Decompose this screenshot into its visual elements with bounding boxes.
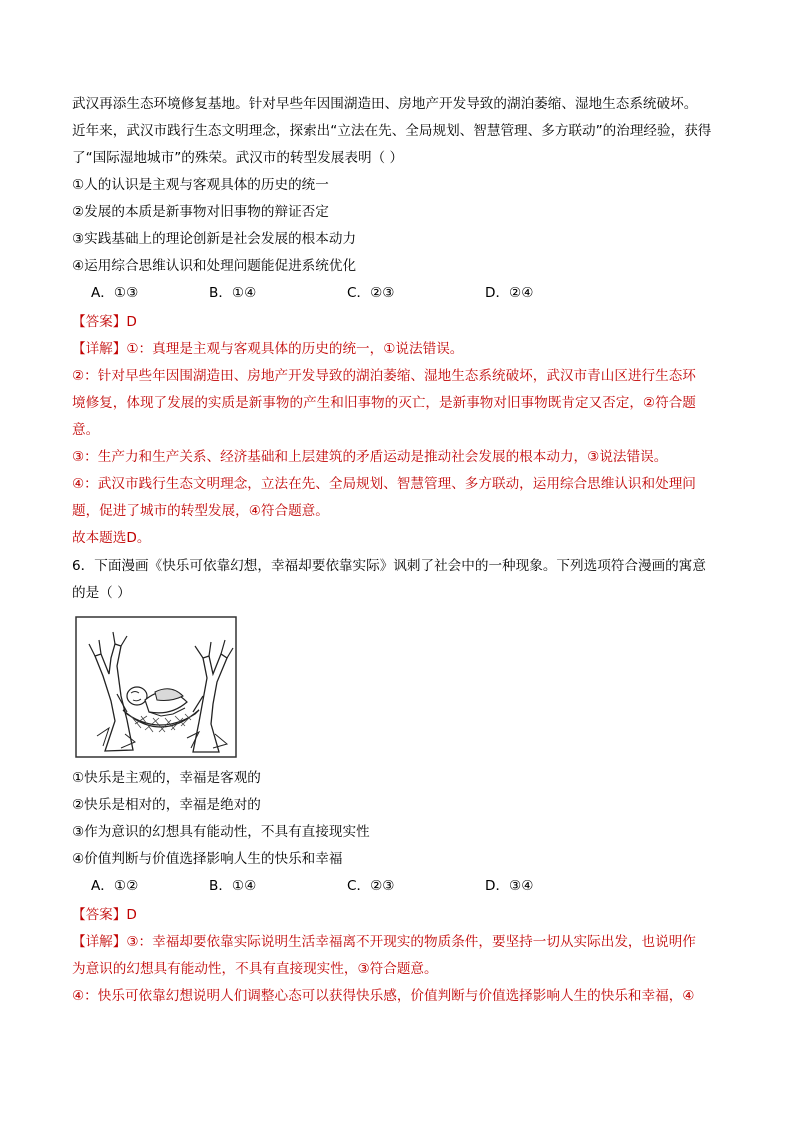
q5-explain-line-5: ③：生产力和生产关系、经济基础和上层建筑的矛盾运动是推动社会发展的根本动力，③说法错误。 xyxy=(72,449,668,465)
q5-item-3: ③实践基础上的理论创新是社会发展的根本动力 xyxy=(72,231,357,247)
q6-option-a: A．①② xyxy=(91,878,139,894)
q6-stem-line-1: 6．下面漫画《快乐可依靠幻想，幸福却要依靠实际》讽刺了社会中的一种现象。下列选项符合漫画的寓意 xyxy=(72,558,706,574)
q5-option-a: A．①③ xyxy=(91,285,139,301)
q6-item-1: ①快乐是主观的，幸福是客观的 xyxy=(72,770,261,786)
q5-stem-line-2: 近年来，武汉市践行生态文明理念，探索出“立法在先、全局规划、智慧管理、多方联动”的治理经验，获得 xyxy=(72,123,712,139)
q5-explain-line-3: 境修复，体现了发展的实质是新事物的产生和旧事物的灭亡，是新事物对旧事物既肯定又否定，②符合题 xyxy=(72,395,696,411)
q5-item-4: ④运用综合思维认识和处理问题能促进系统优化 xyxy=(72,258,357,274)
q5-stem-line-1: 武汉再添生态环境修复基地。针对早些年因围湖造田、房地产开发导致的湖泊萎缩、湿地生态系统破坏。 xyxy=(72,96,698,112)
q5-explain-line-4: 意。 xyxy=(72,422,100,438)
q5-answer: 【答案】D xyxy=(72,314,137,330)
q5-option-d: D．②④ xyxy=(485,285,534,301)
q6-answer: 【答案】D xyxy=(72,907,137,923)
q6-stem-line-2: 的是（ ） xyxy=(72,585,131,601)
q6-option-d: D．③④ xyxy=(485,878,534,894)
q5-item-2: ②发展的本质是新事物对旧事物的辩证否定 xyxy=(72,204,329,220)
q6-option-c: C．②③ xyxy=(347,878,395,894)
q5-explain-line-6: ④：武汉市践行生态文明理念，立法在先、全局规划、智慧管理、多方联动，运用综合思维认识和处理问 xyxy=(72,476,696,492)
q5-option-b: B．①④ xyxy=(209,285,257,301)
q6-explain-line-2: 为意识的幻想具有能动性，不具有直接现实性，③符合题意。 xyxy=(72,961,438,977)
q6-item-3: ③作为意识的幻想具有能动性，不具有直接现实性 xyxy=(72,824,370,840)
q5-stem-line-3: 了“国际湿地城市”的殊荣。武汉市的转型发展表明（ ） xyxy=(72,150,404,166)
q6-explain-line-3: ④：快乐可依靠幻想说明人们调整心态可以获得快乐感，价值判断与价值选择影响人生的快乐和幸福，④ xyxy=(72,988,695,1004)
q5-explain-line-7: 题，促进了城市的转型发展，④符合题意。 xyxy=(72,503,329,519)
q6-item-4: ④价值判断与价值选择影响人生的快乐和幸福 xyxy=(72,851,343,867)
q6-explain-line-1: 【详解】③：幸福却要依靠实际说明生活幸福离不开现实的物质条件，要坚持一切从实际出发，也说明作 xyxy=(72,934,696,950)
q6-option-b: B．①④ xyxy=(209,878,257,894)
q5-item-1: ①人的认识是主观与客观具体的历史的统一 xyxy=(72,177,329,193)
q5-option-c: C．②③ xyxy=(347,285,395,301)
q5-explain-line-1: 【详解】①：真理是主观与客观具体的历史的统一，①说法错误。 xyxy=(72,341,464,357)
hammock-cartoon-illustration xyxy=(75,616,237,758)
q6-item-2: ②快乐是相对的，幸福是绝对的 xyxy=(72,797,261,813)
q5-explain-line-8: 故本题选D。 xyxy=(72,530,151,546)
q5-explain-line-2: ②：针对早些年因围湖造田、房地产开发导致的湖泊萎缩、湿地生态系统破坏，武汉市青山区进行生态环 xyxy=(72,368,696,384)
